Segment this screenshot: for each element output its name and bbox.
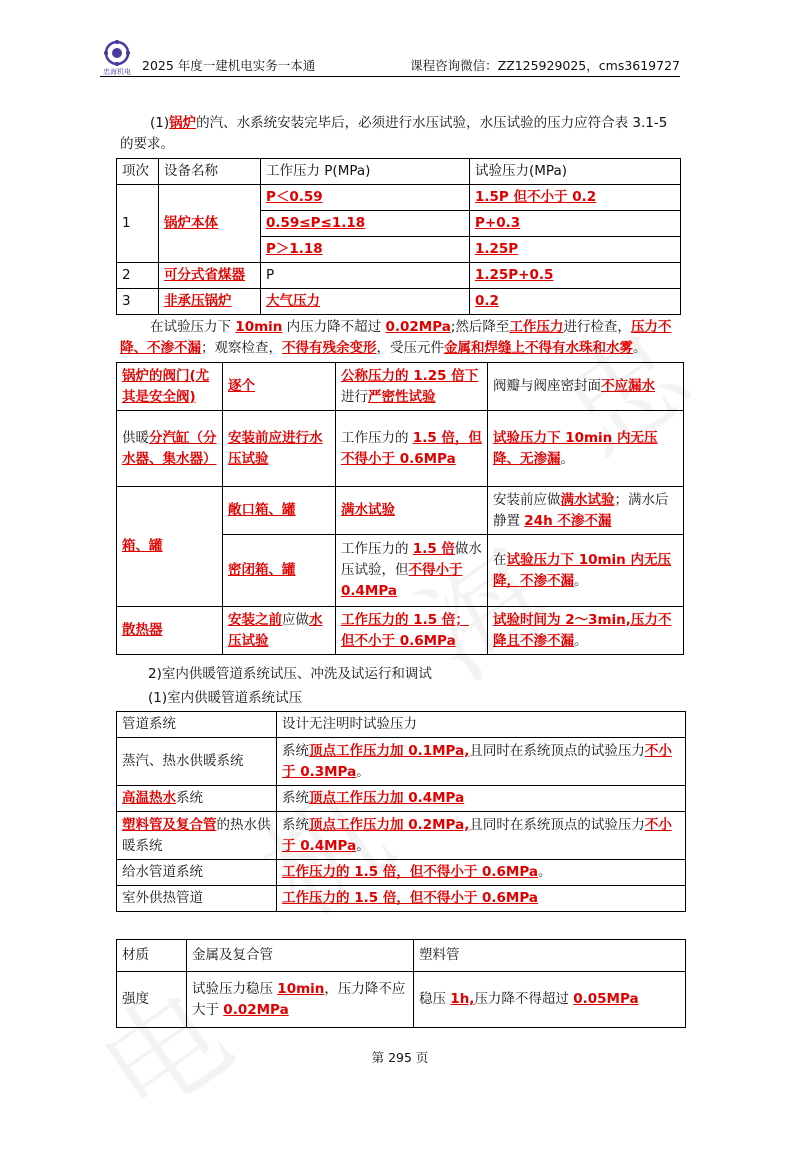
intro-paragraph: (1)锅炉的汽、水系统安装完毕后，必须进行水压试验，水压试验的压力应符合表 3.1-5 的要求。 [120,115,668,152]
table-row: 1 锅炉本体 P＜0.59 1.5P 但不小于 0.2 [117,185,681,211]
table-header-row: 管道系统 设计无注明时试验压力 [117,712,686,738]
heating-pipe-pressure-table [116,711,686,912]
table-row: 室外供热管道 工作压力的 1.5 倍，但不得小于 0.6MPa [117,886,686,912]
table-row: 供暖分汽缸（分水器、集水器） 安装前应进行水压试验 工作压力的 1.5 倍，但不得小于 0.6MPa 试验压力下 10min 内无压降、无渗漏。 [117,411,684,487]
table-row: 蒸汽、热水供暖系统 系统顶点工作压力加 0.1MPa,且同时在系统顶点的试验压力不小于 0.3MPa。 [117,738,686,786]
table-row: 锅炉的阀门(尤其是安全阀) 逐个 公称压力的 1.25 倍下 进行严密性试验 阀瓣与阀座密封面不应漏水 [117,363,684,411]
table-row: 箱、罐 敞口箱、罐 满水试验 安装前应做满水试验；满水后静置 24h 不渗不漏 [117,487,684,535]
page-number: 第 295 页 [371,1050,429,1065]
section-title: 2)室内供暖管道系统试压、冲洗及试运行和调试 [148,666,432,682]
test-requirement-paragraph: 在试验压力下 10min 内压力降不超过 0.02MPa;然后降至工作压力进行检查，压力不降、不渗不漏；观察检查，不得有残余变形，受压元件金属和焊缝上不得有水珠和水雾。 [120,319,672,356]
table-header-row: 材质 金属及复合管 塑料管 [117,940,686,972]
table-row: 散热器 安装之前应做水压试验 工作压力的 1.5 倍；但不小于 0.6MPa 试验时间为 2～3min,压力不降且不渗不漏。 [117,607,684,655]
table-row: 强度 试验压力稳压 10min，压力降不应大于 0.02MPa 稳压 1h,压力降不得超过 0.05MPa [117,972,686,1028]
page-header [100,40,680,77]
equipment-test-table [116,362,684,655]
table-row: 密闭箱、罐 工作压力的 1.5 倍做水压试验，但不得小于 0.4MPa 在试验压力下 10min 内无压降，不渗不漏。 [117,535,684,607]
header-contact: 课程咨询微信：ZZ125929025，cms3619727 [410,58,680,73]
table-row: 塑料管及复合管的热水供暖系统 系统顶点工作压力加 0.2MPa,且同时在系统顶点的试验压力不小于 0.4MPa。 [117,812,686,860]
boiler-pressure-table [116,158,681,315]
table-row: 3 非承压锅炉 大气压力 0.2 [117,289,681,315]
subsection-title: (1)室内供暖管道系统试压 [148,690,303,706]
header-title: 2025 年度一建机电实务一本通 [142,58,316,73]
table-row: 高温热水系统 系统顶点工作压力加 0.4MPa [117,786,686,812]
table-row: P＞1.18 1.25P [117,237,681,263]
table-row: 2 可分式省煤器 P 1.25P+0.5 [117,263,681,289]
svg-text:忠海机电: 忠海机电 [103,68,131,76]
material-strength-table [116,939,686,1028]
table-row: 给水管道系统 工作压力的 1.5 倍，但不得小于 0.6MPa。 [117,860,686,886]
logo-icon [100,40,134,76]
table-row: 0.59≤P≤1.18 P+0.3 [117,211,681,237]
table-header-row: 项次 设备名称 工作压力 P(MPa) 试验压力(MPa) [117,159,681,185]
